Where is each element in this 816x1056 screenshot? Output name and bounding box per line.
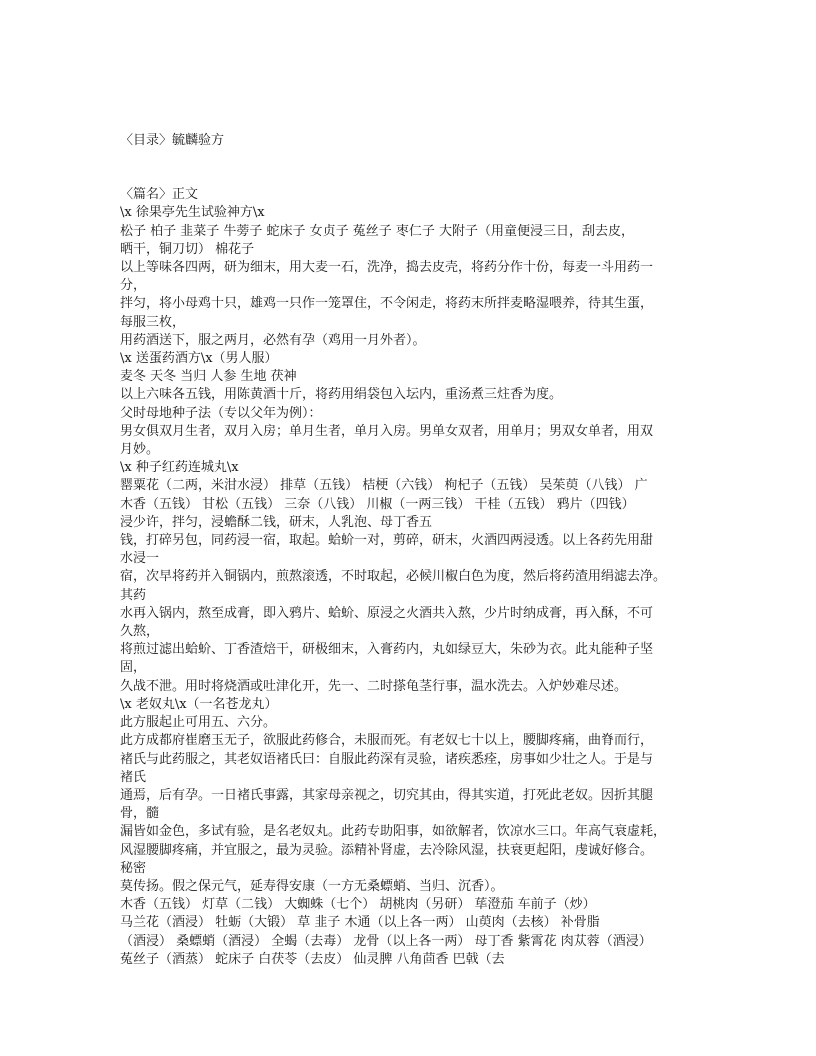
text-line: 马兰花（酒浸） 牡蛎（大锻） 草 韭子 木通（以上各一两） 山萸肉（去核） 补骨脂: [120, 915, 600, 931]
text-line: 宿，次早将药并入铜锅内，煎熬滚透，不时取起，必候川椒白色为度，然后将药渣用绢滤去净。: [120, 569, 667, 585]
text-line: 秘密: [120, 860, 147, 876]
text-line: \x 种子红药连城丸\x: [120, 460, 239, 476]
document-page: [120, 132, 710, 969]
text-line: 钱，打碎另包，同药浸一宿，取起。蛤蚧一对，剪碎，研末，火酒四两浸透。以上各药先用甜: [120, 533, 654, 549]
text-line: 拌匀，将小母鸡十只，雄鸡一只作一笼罩住，不令闲走，将药末所拌麦略湿喂养，待其生蛋，: [120, 296, 654, 312]
text-line: 此方成都府崔磨玉无子，欲服此药修合，未服而死。有老奴七十以上，腰脚疼痛，曲脊而行，: [120, 733, 654, 749]
text-line: 漏皆如金色，多试有验，是名老奴丸。此药专助阳事，如欲解者，饮凉水三口。年高气衰虚耗，: [120, 824, 667, 840]
text-line: 久熬，: [120, 624, 160, 640]
text-line: 以上等味各四两，研为细末，用大麦一石，洗净，捣去皮壳，将药分作十份，每麦一斗用药一: [120, 260, 654, 276]
text-line: 通焉，后有孕。一日褚氏事露，其家母亲视之，切究其由，得其实道，打死此老奴。因折其腿: [120, 787, 654, 803]
text-line: 晒干，铜刀切） 棉花子: [120, 241, 255, 257]
text-line: 水再入锅内，熬至成膏，即入鸦片、蛤蚧、原浸之火酒共入熬，少片时纳成膏，再入酥，不可: [120, 605, 654, 621]
text-line: 菟丝子（酒蒸） 蛇床子 白茯苓（去皮） 仙灵脾 八角茴香 巴戟（去: [120, 951, 505, 967]
text-line: 木香（五钱） 灯草（二钱） 大蜘蛛（七个） 胡桃肉（另研） 荜澄茄 车前子（炒）: [120, 897, 596, 913]
text-line: 罂粟花（二两，米泔水浸） 排草（五钱） 桔梗（六钱） 枸杞子（五钱） 吴茱萸（八钱） 广: [120, 478, 648, 494]
section-heading: 〈篇名〉正文: [120, 187, 199, 203]
text-line: 木香（五钱） 甘松（五钱） 三奈（八钱） 川椒（一两三钱） 干桂（五钱） 鸦片（四钱）: [120, 496, 635, 512]
text-line: 以上六味各五钱，用陈黄酒十斤，将药用绢袋包入坛内，重汤煮三炷香为度。: [120, 387, 563, 403]
text-line: 久战不泄。用时将烧酒或吐津化开，先一、二时搽龟茎行事，温水洗去。入炉妙难尽述。: [120, 678, 628, 694]
text-line: 父时母地种子法（专以父年为例）：: [120, 405, 322, 421]
text-line: 每服三枚，: [120, 314, 186, 330]
text-line: 骨，髓: [120, 806, 160, 822]
text-line: 莫传扬。假之保元气，延寿得安康（一方无桑螵蛸、当归、沉香）。: [120, 878, 504, 894]
text-line: \x 送蛋药酒方\x（男人服）: [120, 351, 278, 367]
text-line: 麦冬 天冬 当归 人参 生地 茯神: [120, 369, 297, 385]
text-line: 月妙。: [120, 442, 160, 458]
toc-heading: 〈目录〉毓麟验方: [120, 133, 225, 148]
text-line: 用药酒送下，服之两月，必然有孕（鸡用一月外者）。: [120, 332, 426, 348]
text-line: 此方服起止可用五、六分。: [120, 715, 277, 731]
text-line: 分，: [120, 278, 147, 294]
text-line: \x 老奴丸\x（一名苍龙丸）: [120, 696, 278, 712]
text-line: 褚氏: [120, 769, 147, 785]
text-line: 将煎过滤出蛤蚧、丁香渣焙干，研极细末，入膏药内，丸如绿豆大，朱砂为衣。此丸能种子坚: [120, 642, 654, 658]
text-line: （酒浸） 桑螵蛸（酒浸） 全蝎（去毒） 龙骨（以上各一两） 母丁香 紫霄花 肉苁蓉（酒浸）: [120, 933, 652, 949]
text-line: \x 徐果亭先生试验神方\x: [120, 205, 265, 221]
text-line: 褚氏与此药服之，其老奴语褚氏曰：自服此药深有灵验，诸疾悉痊，房事如少壮之人。于是与: [120, 751, 654, 767]
text-line: 浸少许，拌匀，浸蟾酥二钱，研末，人乳泡、母丁香五: [120, 514, 433, 530]
text-line: 男女俱双月生者，双月入房；单月生者，单月入房。男单女双者，用单月；男双女单者，用双: [120, 423, 654, 439]
text-line: 其药: [120, 587, 147, 603]
spacer: [120, 150, 710, 186]
body-text: [120, 204, 710, 969]
text-line: 水浸一: [120, 551, 160, 567]
text-line: 松子 柏子 韭菜子 牛蒡子 蛇床子 女贞子 菟丝子 枣仁子 大附子（用童便浸三日，刮去皮，: [120, 223, 635, 239]
text-line: 固，: [120, 660, 147, 676]
text-line: 风湿腰脚疼痛，并宜服之，最为灵验。添精补肾虚，去冷除风湿，扶衰更起阳，虔诚好修合。: [120, 842, 654, 858]
